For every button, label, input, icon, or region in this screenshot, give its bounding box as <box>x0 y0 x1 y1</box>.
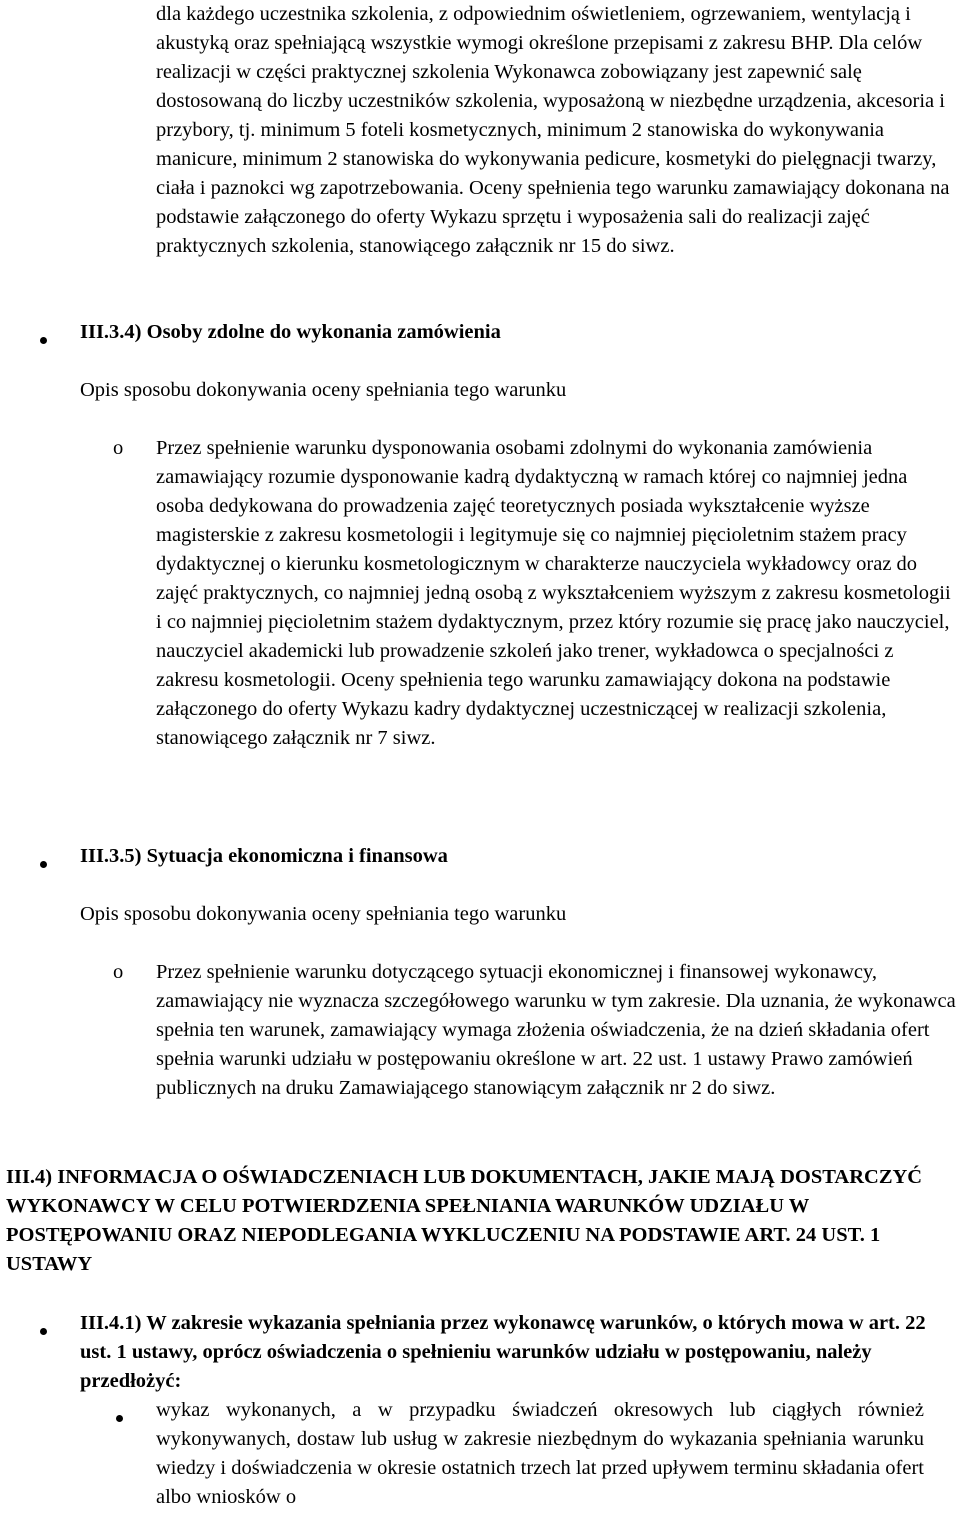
paragraph-kadra-dydaktyczna: Przez spełnienie warunku dysponowania osobami zdolnymi do wykonania zamówienia zamawiający rozumie dysponowanie kadrą dydaktyczną w ramach której co najmniej jedna osoba dedykowana do prowadzenia zajęć teoretycznych posiada wykształcenie wyższe magisterskie z zakresu kosmetologii i legitymuje się co najmniej pięcioletnim stażem pracy dydaktycznej o kierunku kosmetologicznym w charakterze nauczyciela wykładowcy oraz do zajęć praktycznych, co najmniej jedną osobą z wykształceniem wyższym z zakresu kosmetologii i co najmniej pięcioletnim stażem dydaktycznym, przez który rozumie się pracę jako nauczyciel, nauczyciel akademicki lub prowadzenie szkoleń jako trener, wykładowca o specjalności z zakresu kosmetologii. Oceny spełnienia tego warunku zamawiający dokona na podstawie załączonego do oferty Wykazu kadry dydaktycznej uczestniczącej w realizacji szkolenia, stanowiącego załącznik nr 7 siwz. <box>156 437 951 749</box>
bullet-dot-icon <box>40 861 47 868</box>
paragraph-sytuacja-ekonomiczna: Przez spełnienie warunku dotyczącego sytuacji ekonomicznej i finansowej wykonawcy, zamawiający nie wyznacza szczegółowego warunku w tym zakresie. Dla uznania, że wykonawca spełnia ten warunek, zamawiający wymaga złożenia oświadczenia, że na dzień składania ofert spełnia warunki udziału w postępowaniu określone w art. 22 ust. 1 ustawy Prawo zamówień publicznych na druku Zamawiającego stanowiącym załącznik nr 2 do siwz. <box>156 961 956 1099</box>
heading-iii-4: III.4) INFORMACJA O OŚWIADCZENIACH LUB DOKUMENTACH, JAKIE MAJĄ DOSTARCZYĆ WYKONAWCY W CELU POTWIERDZENIA SPEŁNIANIA WARUNKÓW UDZIAŁU W POSTĘPOWANIU ORAZ NIEPODLEGANIA WYKLUCZENIU NA PODSTAWIE ART. 24 UST. 1 USTAWY <box>6 1166 923 1275</box>
bullet-dot-icon <box>40 1328 47 1335</box>
bullet-dot-icon <box>116 1415 123 1422</box>
heading-iii-4-1: III.4.1) W zakresie wykazania spełniania przez wykonawcę warunków, o których mowa w art. 22 ust. 1 ustawy, oprócz oświadczenia o spełnieniu warunków udziału w postępowaniu, należy przedłożyć: <box>80 1312 926 1392</box>
subheading-opis-sposobu-1: Opis sposobu dokonywania oceny spełniania tego warunku <box>80 379 567 401</box>
paragraph-wykaz-wykonanych: wykaz wykonanych, a w przypadku świadczeń okresowych lub ciągłych również wykonywanych, dostaw lub usług w zakresie niezbędnym do wykazania spełniania warunku wiedzy i doświadczenia w okresie ostatnich trzech lat przed upływem terminu składania ofert albo wniosków o <box>156 1399 924 1508</box>
circle-bullet-icon: o <box>113 437 124 459</box>
heading-iii-3-5: III.3.5) Sytuacja ekonomiczna i finansowa <box>80 845 448 867</box>
circle-bullet-icon: o <box>113 961 124 983</box>
heading-iii-3-4: III.3.4) Osoby zdolne do wykonania zamówienia <box>80 321 501 343</box>
bullet-dot-icon <box>40 337 47 344</box>
subheading-opis-sposobu-2: Opis sposobu dokonywania oceny spełniania tego warunku <box>80 903 567 925</box>
paragraph-sala-wymogi: dla każdego uczestnika szkolenia, z odpowiednim oświetleniem, ogrzewaniem, wentylacją i akustyką oraz spełniającą wszystkie wymogi określone przepisami z zakresu BHP. Dla celów realizacji w części praktycznej szkolenia Wykonawca zobowiązany jest zapewnić salę dostosowaną do liczby uczestników szkolenia, wyposażoną w niezbędne urządzenia, akcesoria i przybory, tj. minimum 5 foteli kosmetycznych, minimum 2 stanowiska do wykonywania manicure, minimum 2 stanowiska do wykonywania pedicure, kosmetyki do pielęgnacji twarzy, ciała i paznokci wg zapotrzebowania. Oceny spełnienia tego warunku zamawiający dokonana na podstawie załączonego do oferty Wykazu sprzętu i wyposażenia sali do realizacji zajęć praktycznych szkolenia, stanowiącego załącznik nr 15 do siwz. <box>156 3 950 257</box>
